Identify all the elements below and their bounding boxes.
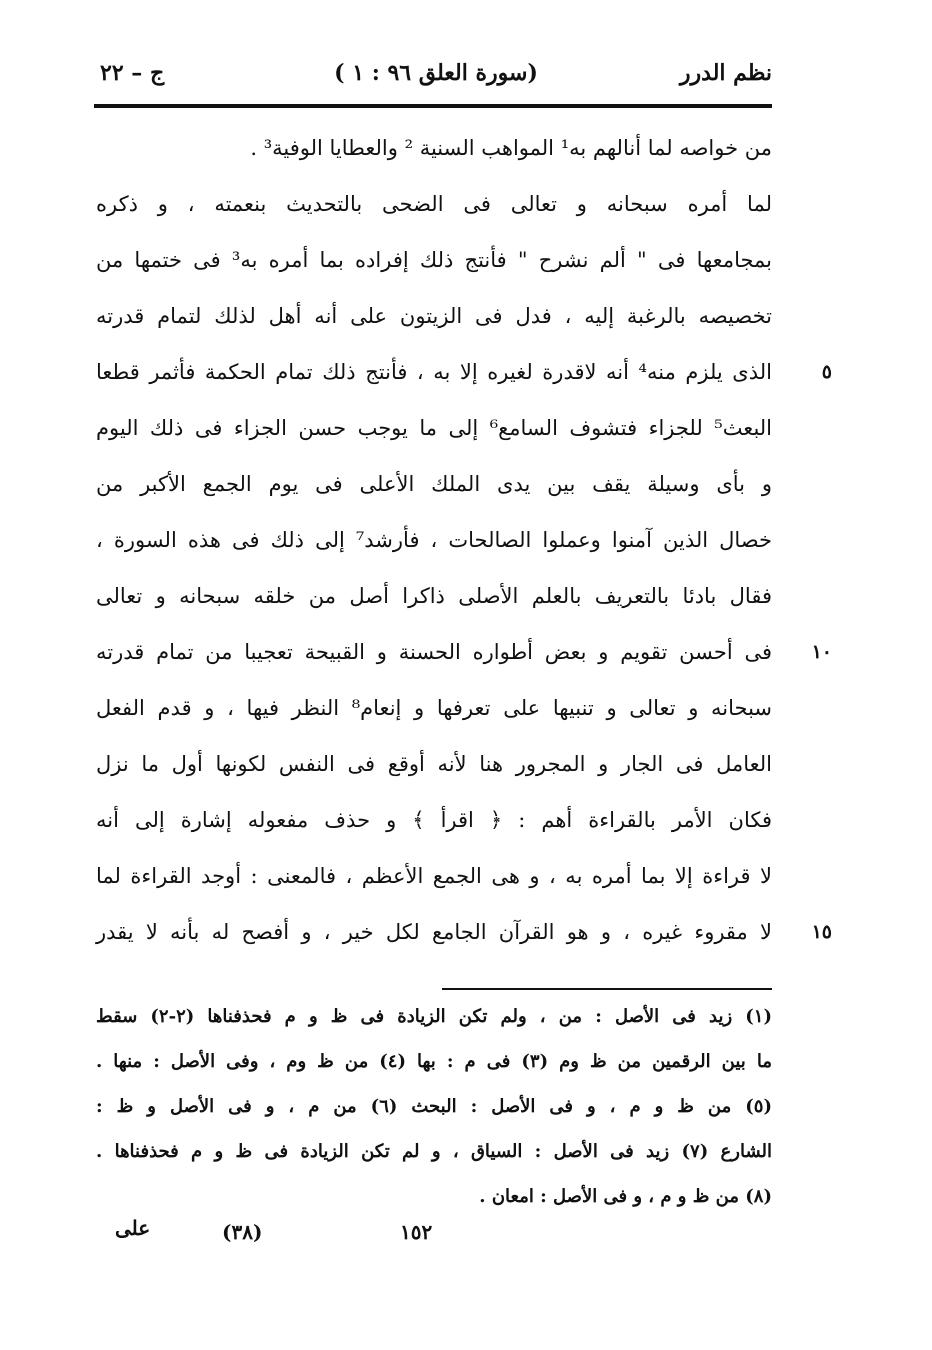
line-text: لما أمره سبحانه و تعالى فى الضحى بالتحديث بنعمته ، و ذكره — [96, 192, 772, 216]
line-text: فى أحسن تقويم و بعض أطواره الحسنة و القبيحة تعجيبا من تمام قدرته — [96, 640, 772, 664]
text-line — [96, 120, 772, 176]
text-line — [96, 904, 832, 960]
text-line — [96, 232, 772, 288]
line-text: بمجامعها فى " ألم نشرح " فأنتج ذلك إفراده بما أمره به³ فى ختمها من — [96, 248, 773, 272]
footnote-line: الشارع (٧) زيد فى الأصل : السياق ، و لم تكن الزيادة فى ظ و م فحذفناها . — [96, 1141, 772, 1162]
text-line — [96, 288, 772, 344]
line-text: خصال الذين آمنوا وعملوا الصالحات ، فأرشد⁷ إلى ذلك فى هذه السورة ، — [96, 528, 772, 552]
line-text: لا مقروء غيره ، و هو القرآن الجامع لكل خير ، و أفصح له بأنه لا يقدر — [96, 920, 772, 944]
text-line — [96, 400, 772, 456]
line-text: سبحانه و تعالى و تنبيها على تعرفها و إنعام⁸ النظر فيها ، و قدم الفعل — [96, 696, 773, 720]
text-line — [96, 848, 772, 904]
catchword: على — [115, 1216, 151, 1240]
page-footer — [0, 1216, 932, 1260]
surah-reference: (سورة العلق ٩٦ : ١ ) — [334, 60, 538, 86]
header-rule — [94, 104, 772, 108]
line-text: فكان الأمر بالقراءة أهم : ﴿ اقرأ ﴾ و حذف مفعوله إشارة إلى أنه — [96, 808, 772, 832]
text-line — [96, 568, 772, 624]
text-line — [96, 512, 772, 568]
volume-number: ج – ٢٢ — [100, 60, 165, 86]
footnote-line: ما بين الرقمين من ظ وم (٣) فى م : بها (٤) من ظ وم ، وفى الأصل : منها . — [96, 1051, 772, 1072]
line-number: ١٥ — [811, 921, 832, 943]
line-text: لا قراءة إلا بما أمره به ، و هى الجمع الأعظم ، فالمعنى : أوجد القراءة لما — [96, 864, 772, 888]
text-line — [96, 624, 832, 680]
footnote-line: (٥) من ظ و م ، و فى الأصل : البحث (٦) من م ، و فى الأصل و ظ : — [96, 1096, 772, 1117]
line-text: تخصيصه بالرغبة إليه ، فدل فى الزيتون على أنه أهل لذلك لتمام قدرته — [96, 304, 772, 328]
footnote-line: (١) زيد فى الأصل : من ، ولم تكن الزيادة فى ظ و م فحذفناها (٢-٢) سقط — [96, 1006, 772, 1027]
line-number: ١٠ — [811, 641, 832, 663]
text-line — [96, 344, 832, 400]
line-text: الذى يلزم منه⁴ أنه لاقدرة لغيره إلا به ، فأنتج ذلك تمام الحكمة فأثمر قطعا — [96, 360, 773, 384]
footnote-line: (٨) من ظ و م ، و فى الأصل : امعان . — [479, 1186, 772, 1207]
line-text: البعث⁵ للجزاء فتشوف السامع⁶ إلى ما يوجب حسن الجزاء فى ذلك اليوم — [96, 416, 773, 440]
text-line — [96, 680, 772, 736]
text-line — [96, 456, 772, 512]
line-number: ٥ — [821, 361, 832, 383]
text-line — [96, 736, 772, 792]
running-header — [100, 50, 772, 100]
book-title: نظم الدرر — [679, 60, 772, 86]
line-text: من خواصه لما أنالهم به¹ المواهب السنية ² والعطايا الوفية³ . — [250, 136, 772, 160]
footnotes — [96, 994, 772, 1219]
footnote-rule — [442, 988, 772, 990]
text-line — [96, 792, 772, 848]
signature-mark: (٣٨) — [222, 1220, 263, 1244]
line-text: و بأى وسيلة يقف بين يدى الملك الأعلى فى يوم الجمع الأكبر من — [96, 472, 772, 496]
page-number: ١٥٢ — [400, 1220, 433, 1244]
text-line — [96, 176, 772, 232]
main-text — [96, 120, 832, 960]
line-text: العامل فى الجار و المجرور هنا لأنه أوقع فى النفس لكونها أول ما نزل — [96, 752, 772, 776]
line-text: فقال بادئا بالتعريف بالعلم الأصلى ذاكرا أصل من خلقه سبحانه و تعالى — [96, 584, 772, 608]
